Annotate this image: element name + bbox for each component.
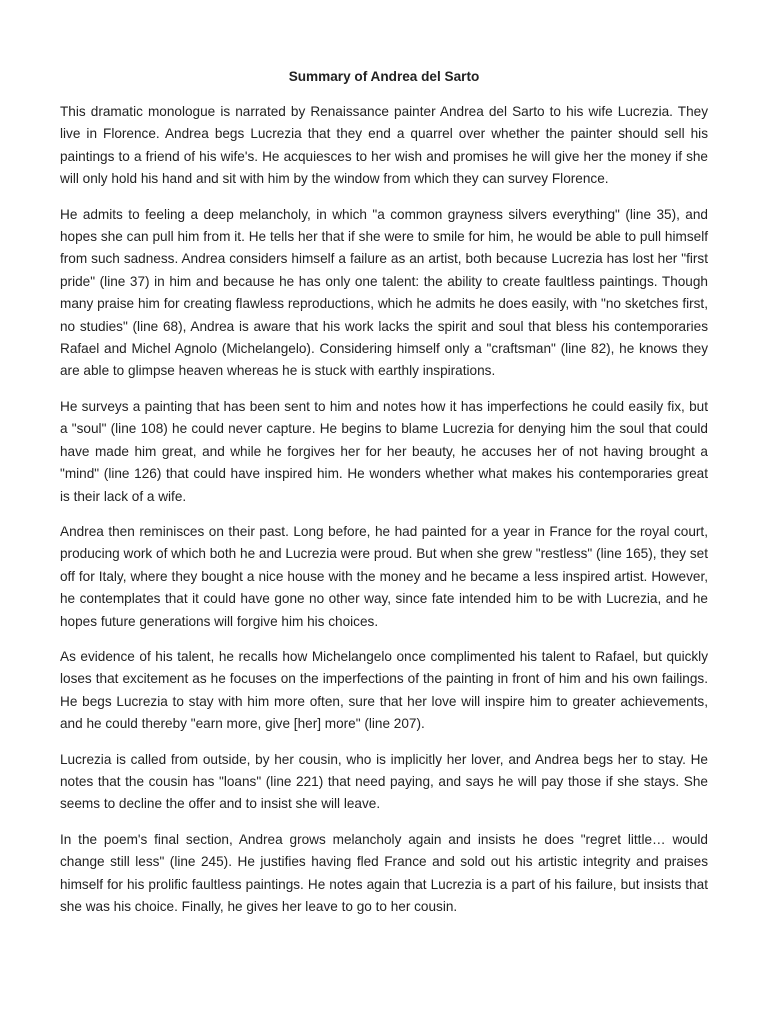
paragraph-3: He surveys a painting that has been sent to him and notes how it has imperfections he could easily fix, but a "soul" (line 108) he could never capture. He begins to blame Lucrezia for denying him the soul that could have made him great, and while he forgives her for her beauty, he accuses her of not having brought a "mind" (line 126) that could have inspired him. He wonders whether what makes his contemporaries great is their lack of a wife. [60,398,708,504]
paragraph-1: This dramatic monologue is narrated by Renaissance painter Andrea del Sarto to his wife Lucrezia. They live in Florence. Andrea begs Lucrezia that they end a quarrel over whether the painter should sell his paintings to a friend of his wife's. He acquiesces to her wish and promises he will give her the money if she will only hold his hand and sit with him by the window from which they can survey Florence. [60,104,708,187]
paragraph-7: In the poem's final section, Andrea grows melancholy again and insists he does "regret little… would change still less" (line 245). He justifies having fled France and sold out his artistic integrity and praises himself for his prolific faultless paintings. He notes again that Lucrezia is a part of his failure, but insists that she was his choice. Finally, he gives her leave to go to her cousin. [60,831,708,914]
document-title: Summary of Andrea del Sarto [288,69,480,84]
paragraph-4: Andrea then reminisces on their past. Long before, he had painted for a year in France for the royal court, producing work of which both he and Lucrezia were proud. But when she grew "restless" (line 165), they set off for Italy, where they bought a nice house with the money and he became a less inspired artist. However, he contemplates that it could have gone no other way, since fate intended him to be with Lucrezia, and he hopes future generations will forgive him his choices. [60,523,708,629]
paragraph-6: Lucrezia is called from outside, by her cousin, who is implicitly her lover, and Andrea begs her to stay. He notes that the cousin has "loans" (line 221) that need paying, and says he will pay those if she stays. She seems to decline the offer and to insist she will leave. [60,751,708,812]
document-page [60,66,708,931]
paragraph-5: As evidence of his talent, he recalls how Michelangelo once complimented his talent to Rafael, but quickly loses that excitement as he focuses on the imperfections of the painting in front of him and his own failings. He begs Lucrezia to stay with him more often, sure that her love will inspire him to greater achievements, and he could thereby "earn more, give [her] more" (line 207). [60,648,708,732]
paragraph-2: He admits to feeling a deep melancholy, in which "a common grayness silvers everything" (line 35), and hopes she can pull him from it. He tells her that if she were to smile for him, he would be able to pull himself from such sadness. Andrea considers himself a failure as an artist, both because Lucrezia has lost her "first pride" (line 37) in him and because he has only one talent: the ability to create faultless paintings. Though many praise him for creating flawless reproductions, which he admits he does easily, with "no sketches first, no studies" (line 68), Andrea is aware that his work lacks the spirit and soul that bless his contemporaries Rafael and Michel Agnolo (Michelangelo). Considering himself only a "craftsman" (line 82), he knows they are able to glimpse heaven whereas he is stuck with earthly inspirations. [60,206,708,379]
